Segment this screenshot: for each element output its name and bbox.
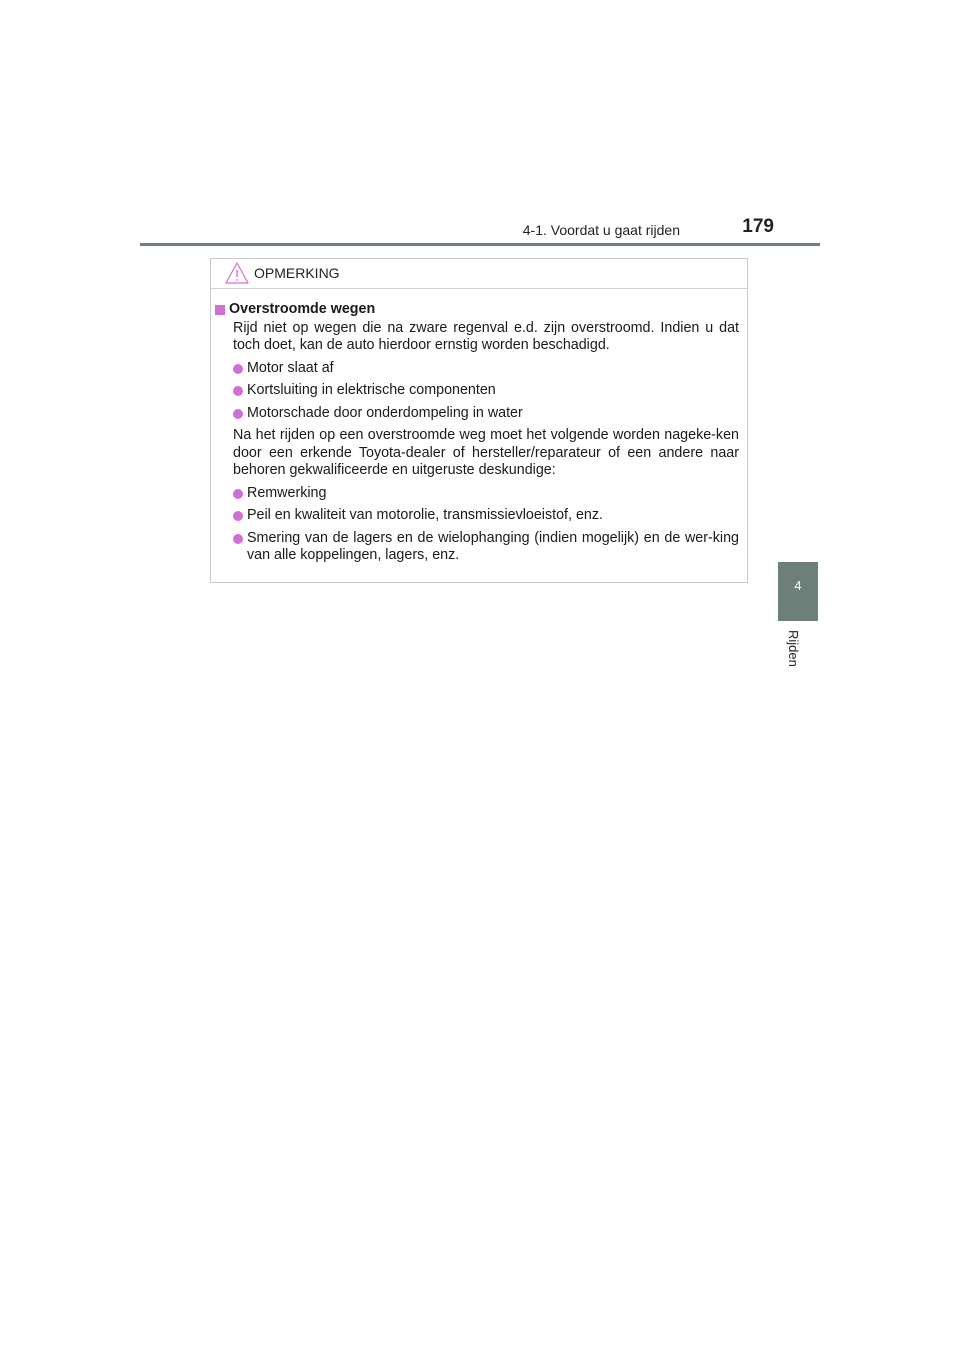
notice-heading	[215, 301, 739, 319]
round-bullet-icon	[233, 386, 243, 396]
header-rule	[140, 243, 820, 246]
notice-header	[211, 259, 747, 289]
list-item-text: Peil en kwaliteit van motorolie, transmissievloeistof, enz.	[247, 507, 603, 523]
notice-intro: Rijd niet op wegen die na zware regenval e.d. zijn overstroomd. Indien u dat toch doet, kan de auto hierdoor ernstig worden beschadigd.	[233, 319, 739, 353]
list-item	[233, 382, 739, 400]
round-bullet-icon	[233, 489, 243, 499]
round-bullet-icon	[233, 364, 243, 374]
round-bullet-icon	[233, 409, 243, 419]
chapter-tab: 4	[778, 562, 818, 621]
list-item-text: Smering van de lagers en de wielophanging (indien mogelijk) en de wer-king van alle koppelingen, lagers, enz.	[247, 529, 739, 563]
notice-body	[211, 289, 747, 565]
list-item	[233, 360, 739, 378]
list-item-text: Motorschade door onderdompeling in water	[247, 404, 523, 421]
warning-triangle-icon	[224, 261, 250, 285]
list-item-text: Kortsluiting in elektrische componenten	[247, 382, 496, 398]
list-item	[233, 530, 739, 565]
list-item	[233, 405, 739, 423]
square-bullet-icon	[215, 305, 225, 315]
chapter-label: Rijden	[786, 630, 801, 667]
list-item	[233, 507, 739, 525]
notice-box	[210, 258, 748, 583]
round-bullet-icon	[233, 511, 243, 521]
list-item-text: Remwerking	[247, 484, 327, 501]
page-header	[140, 214, 820, 246]
page-number: 179	[742, 216, 774, 237]
notice-title: OPMERKING	[254, 265, 340, 281]
round-bullet-icon	[233, 534, 243, 544]
notice-heading-text: Overstroomde wegen	[229, 301, 376, 317]
notice-middle: Na het rijden op een overstroomde weg moet het volgende worden nageke-ken door een erkende Toyota-dealer of hersteller/reparateur of een andere naar behoren gekwalificeerde en uitgeruste deskundige:	[233, 427, 739, 478]
list-item	[233, 485, 739, 503]
list-item-text: Motor slaat af	[247, 359, 334, 376]
section-title: 4-1. Voordat u gaat rijden	[522, 222, 680, 238]
